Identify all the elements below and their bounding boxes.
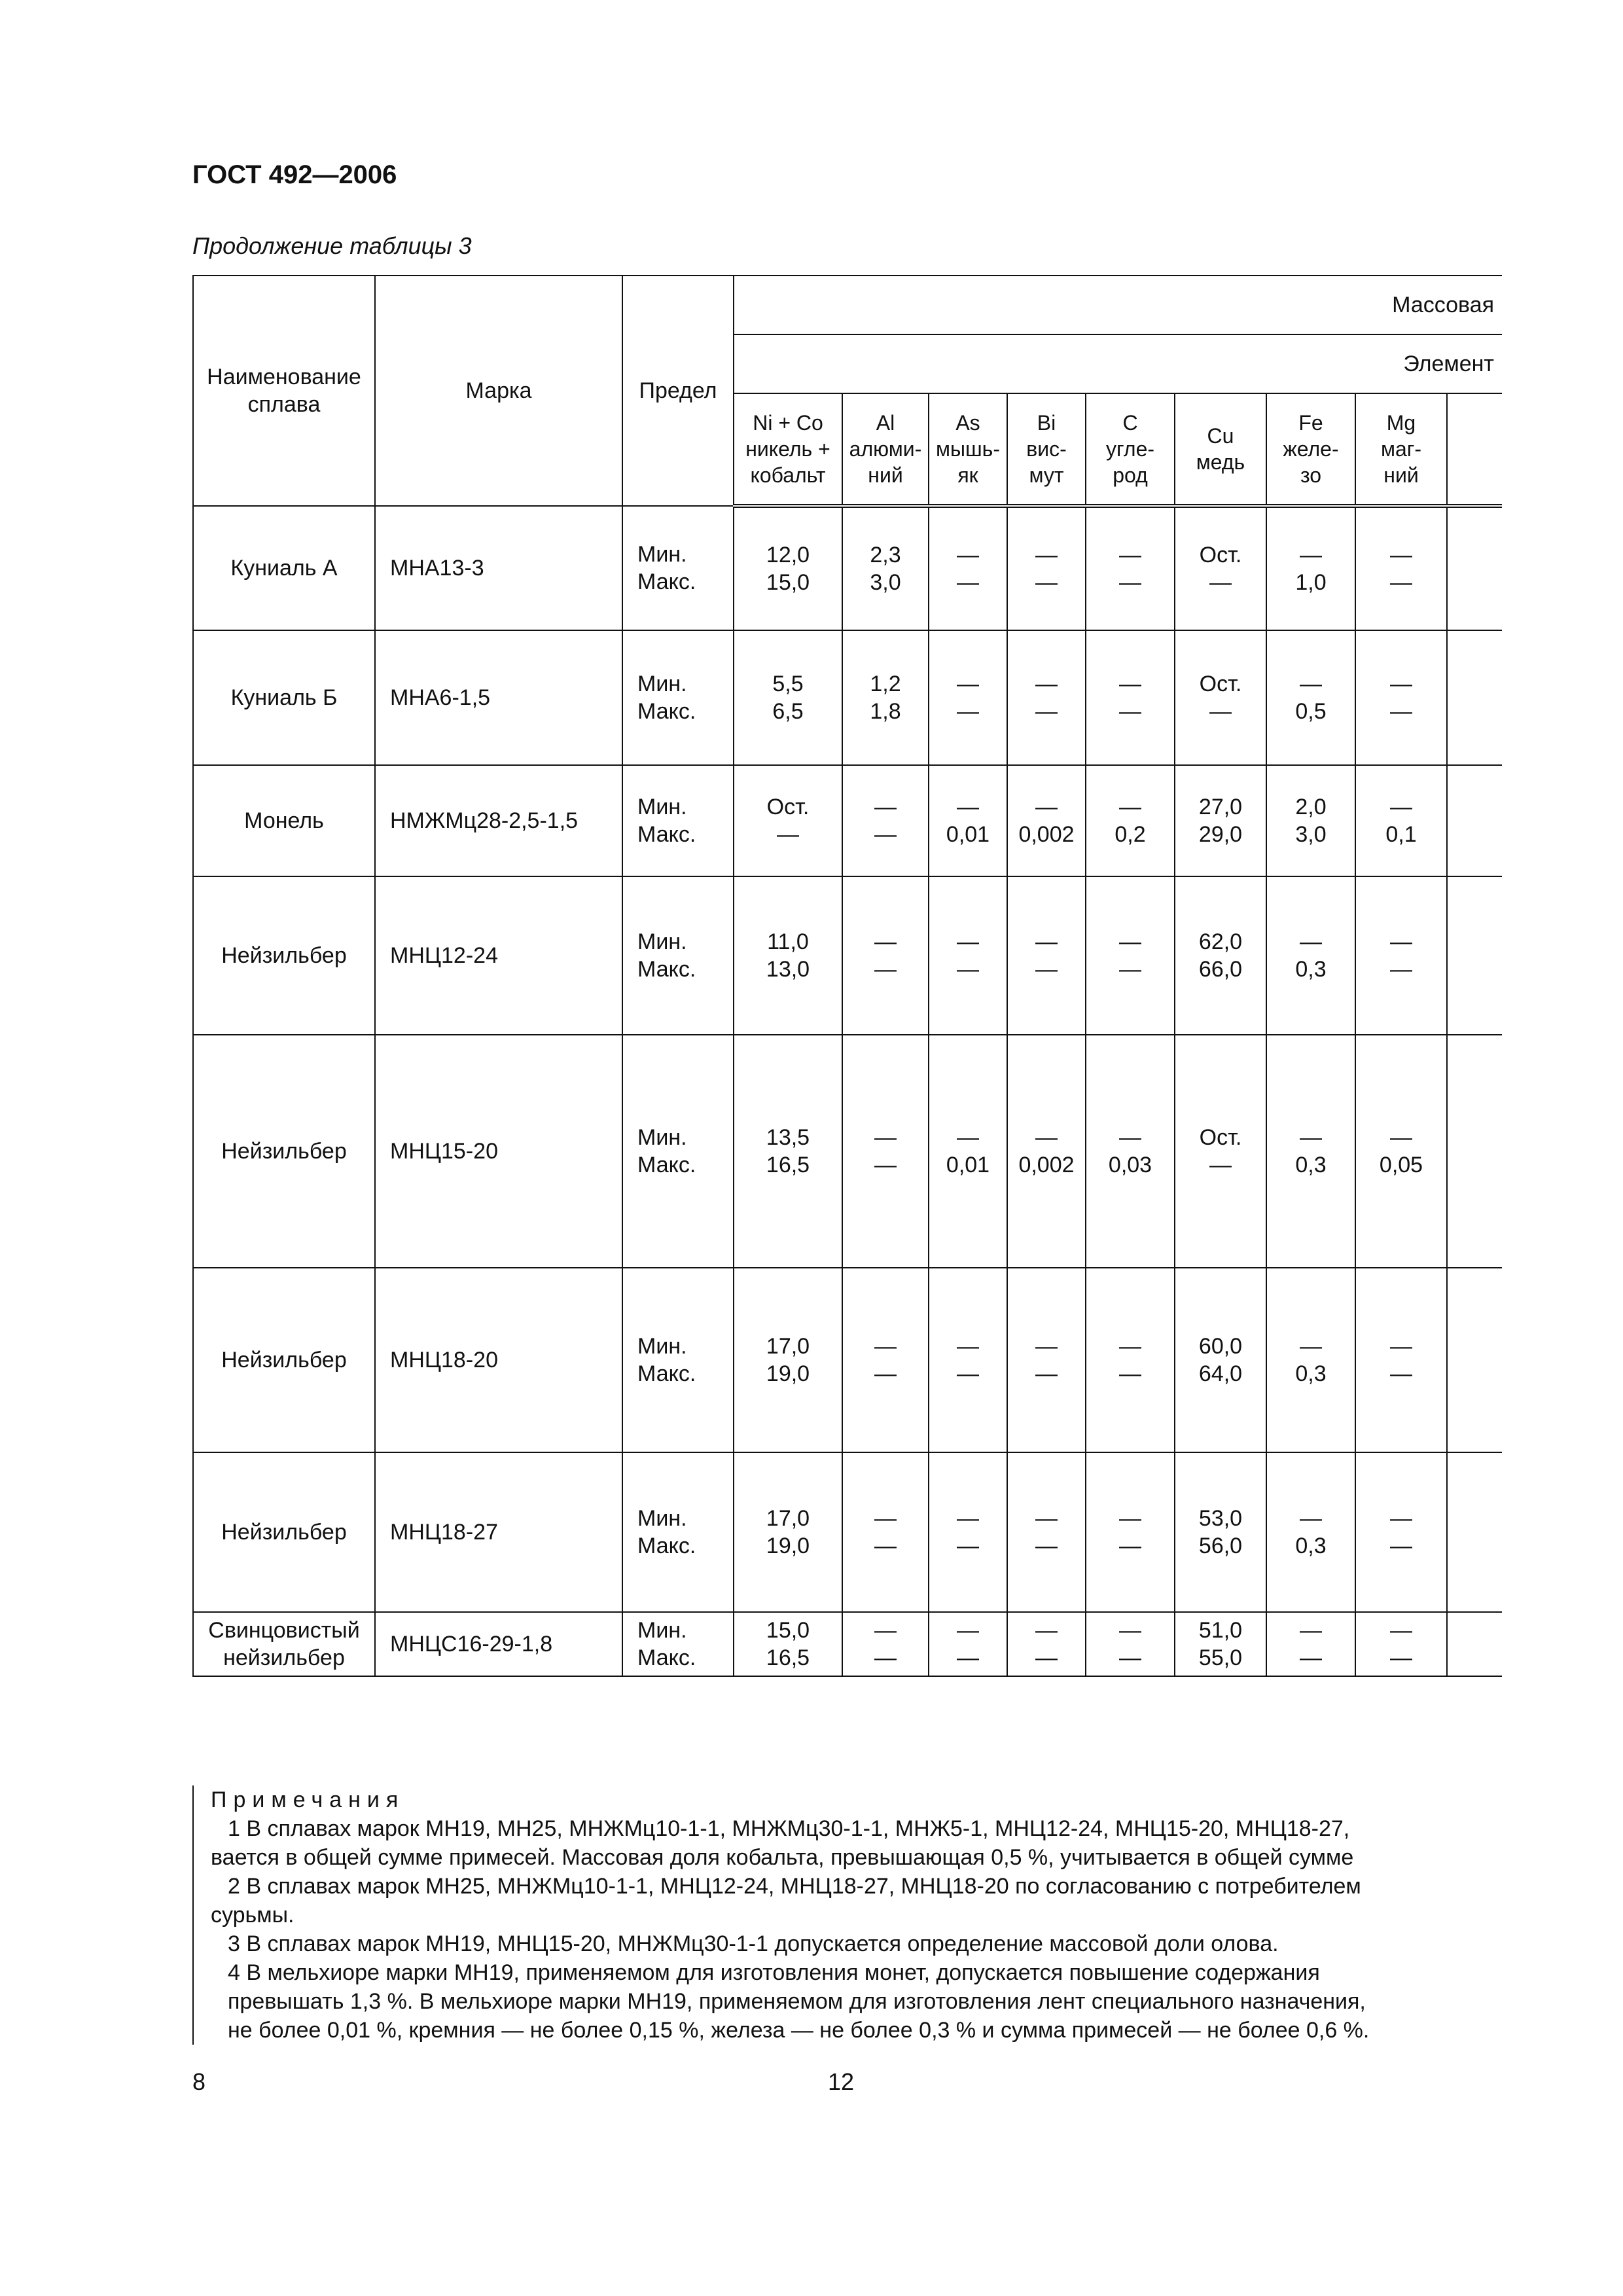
value-min: — [1300,1618,1322,1643]
value-cell [929,876,1007,1035]
value-max: — [1119,699,1141,724]
alloy-name: Монель [193,765,375,876]
value-max: 66,0 [1198,957,1243,982]
header-element-cell [1007,393,1086,506]
continuation-cell [1447,630,1502,765]
value-min: — [1390,1125,1412,1150]
value-max: — [1300,1645,1322,1670]
value-cell [1175,1612,1266,1676]
continuation-cell [1447,765,1502,876]
value-min: Ост. [1199,543,1242,567]
continuation-cell [1447,1268,1502,1452]
table-row [193,876,1502,1035]
value-min: — [1035,1125,1058,1150]
value-min: — [1119,1618,1141,1643]
header-element-text: алюми- [849,437,922,461]
value-min: — [1035,929,1058,954]
value-cell [734,1452,842,1612]
value-min: — [874,1334,897,1359]
value-cell [1355,1268,1447,1452]
value-min: — [1119,1334,1141,1359]
limit-min: Мин. [637,1125,687,1150]
value-min: — [957,1506,979,1531]
header-element-text: Al [876,411,895,435]
value-min: Ост. [1199,1125,1242,1150]
value-cell [1007,1268,1086,1452]
value-min: — [1300,1125,1322,1150]
value-max: 1,8 [870,699,901,724]
value-max: 0,3 [1295,1534,1327,1558]
grade: МНА13-3 [375,506,622,630]
header-element-text: ний [868,463,903,487]
value-min: — [874,929,897,954]
value-max: — [1035,570,1058,595]
note-line: 1 В сплавах марок МН19, МН25, МНЖМц10-1-1, МНЖМц30-1-1, МНЖ5-1, МНЦ12-24, МНЦ15-20, МНЦ18-27, [228,1816,1350,1841]
value-max: 0,3 [1295,1153,1327,1177]
value-max: — [1119,1361,1141,1386]
value-min: 15,0 [766,1618,810,1643]
value-max: — [1209,570,1232,595]
alloy-name: Нейзильбер [193,1035,375,1268]
value-max: 3,0 [1295,822,1327,847]
value-min: — [1035,543,1058,567]
value-cell [1086,765,1175,876]
value-min: — [1300,672,1322,696]
value-max: — [1209,699,1232,724]
value-cell [1175,765,1266,876]
value-cell [1175,876,1266,1035]
limit [622,630,734,765]
value-cell [842,1612,929,1676]
header-element-text: маг- [1380,437,1422,461]
note-line: превышать 1,3 %. В мельхиоре марки МН19, применяемом для изготовления лент специального назначения, [228,1989,1366,2014]
limit-max: Макс. [637,822,696,847]
header-element-text: никель + [745,437,830,461]
limit-min: Мин. [637,929,687,954]
value-cell [842,1268,929,1452]
value-max: 0,1 [1385,822,1417,847]
value-cell [1266,1612,1355,1676]
value-max: — [1390,699,1412,724]
value-cell [1007,1612,1086,1676]
table-row [193,1452,1502,1612]
value-max: — [874,1534,897,1558]
value-min: — [1390,672,1412,696]
value-cell [1266,876,1355,1035]
header-element-text: C [1122,411,1138,435]
value-min: 27,0 [1198,795,1243,819]
limit [622,506,734,630]
value-min: — [1390,795,1412,819]
value-min: 51,0 [1198,1618,1243,1643]
value-cell [1086,1035,1175,1268]
limit-min: Мин. [637,1618,687,1643]
continuation-cell [1447,1612,1502,1676]
value-min: — [1035,1334,1058,1359]
value-cell [1007,630,1086,765]
limit [622,765,734,876]
note-line: вается в общей сумме примесей. Массовая доля кобальта, превышающая 0,5 %, учитывается в общей сумме [211,1845,1354,1870]
header-element-text: Cu [1207,424,1234,448]
value-cell [1355,765,1447,876]
value-min: — [957,543,979,567]
value-min: — [957,1334,979,1359]
alloy-name: Нейзильбер [193,1452,375,1612]
value-max: 0,01 [946,822,990,847]
grade: МНЦ12-24 [375,876,622,1035]
alloy-name: Куниаль А [193,506,375,630]
header-grade: Марка [375,276,622,506]
value-max: 0,002 [1018,822,1075,847]
header-element-cell [734,393,842,506]
value-cell [1175,1452,1266,1612]
alloy-name: Куниаль Б [193,630,375,765]
limit-max: Макс. [637,1153,696,1177]
value-cell [1086,1452,1175,1612]
table-row [193,1268,1502,1452]
value-cell [1355,506,1447,630]
value-min: — [1390,1334,1412,1359]
header-element-text: як [957,463,978,487]
value-cell [1086,630,1175,765]
table-caption: Продолжение таблицы 3 [192,232,472,259]
header-element-cell [1175,393,1266,506]
value-max: — [874,822,897,847]
value-max: — [777,822,799,847]
value-min: — [1035,1618,1058,1643]
value-max: — [1119,957,1141,982]
value-min: — [1300,1334,1322,1359]
document-id: ГОСТ 492—2006 [192,160,397,189]
value-max: 16,5 [766,1645,810,1670]
header-element-text: кобальт [750,463,826,487]
value-cell [1175,1268,1266,1452]
grade: МНЦ18-20 [375,1268,622,1452]
value-min: — [957,795,979,819]
alloy-name: Свинцовистый нейзильбер [193,1612,375,1676]
alloy-name: Нейзильбер [193,1268,375,1452]
header-mass-fraction: Массовая [734,276,1502,334]
continuation-cell [1447,1452,1502,1612]
value-max: — [957,570,979,595]
value-min: — [1390,1506,1412,1531]
value-min: Ост. [766,795,810,819]
note-line: 2 В сплавах марок МН25, МНЖМц10-1-1, МНЦ12-24, МНЦ18-27, МНЦ18-20 по согласованию с потребителем [228,1874,1361,1899]
value-max: — [957,957,979,982]
page-number-left: 8 [192,2068,206,2095]
value-cell [1266,630,1355,765]
header-element-cell [1086,393,1175,506]
header-element-text: род [1113,463,1148,487]
value-min: — [1300,543,1322,567]
table-row [193,1035,1502,1268]
value-cell [1266,506,1355,630]
limit [622,1452,734,1612]
value-min: — [1035,1506,1058,1531]
table-row [193,1612,1502,1676]
value-max: — [1119,1645,1141,1670]
value-min: 5,5 [772,672,804,696]
limit-max: Макс. [637,569,696,594]
value-min: — [1119,929,1141,954]
value-max: — [1035,957,1058,982]
limit-max: Макс. [637,1361,696,1386]
page-number-center: 12 [828,2068,855,2095]
limit-max: Макс. [637,1645,696,1670]
limit-max: Макс. [637,699,696,724]
value-cell [1266,1035,1355,1268]
note-line: 4 В мельхиоре марки МН19, применяемом для изготовления монет, допускается повышение содержания [228,1960,1320,1985]
header-element-text: ний [1383,463,1419,487]
value-min: — [1119,1125,1141,1150]
value-min: — [1035,795,1058,819]
value-min: 13,5 [766,1125,810,1150]
header-element-text: мышь- [936,437,1000,461]
value-max: — [874,957,897,982]
table-row [193,765,1502,876]
value-min: — [957,929,979,954]
header-element-text: As [955,411,980,435]
value-cell [1007,506,1086,630]
notes-heading: Примечания [211,1787,405,1812]
limit-max: Макс. [637,1534,696,1558]
value-max: 13,0 [766,957,810,982]
header-element-text: Bi [1037,411,1056,435]
value-cell [1355,876,1447,1035]
value-max: 19,0 [766,1534,810,1558]
continuation-cell [1447,506,1502,630]
value-cell [1007,1035,1086,1268]
value-max: 0,01 [946,1153,990,1177]
value-max: — [1209,1153,1232,1177]
header-alloy-name: Наименование сплава [193,276,375,506]
value-max: — [1035,699,1058,724]
note-line: не более 0,01 %, кремния — не более 0,15 %, железа — не более 0,3 % и сумма примесей — не более 0,6 %. [228,2018,1370,2043]
header-element-cell [1355,393,1447,506]
value-min: — [1390,929,1412,954]
value-max: — [874,1361,897,1386]
value-cell [929,630,1007,765]
value-min: — [1035,672,1058,696]
composition-table [192,275,1502,1677]
value-cell [1007,876,1086,1035]
value-cell [734,1268,842,1452]
value-min: — [1119,672,1141,696]
value-min: — [1300,929,1322,954]
value-max: 3,0 [870,570,901,595]
value-cell [1355,1612,1447,1676]
value-max: 56,0 [1198,1534,1243,1558]
limit [622,1612,734,1676]
limit-min: Мин. [637,795,687,819]
header-element-text: мут [1029,463,1064,487]
value-min: — [1119,795,1141,819]
limit [622,876,734,1035]
header-element-cell [842,393,929,506]
value-cell [1175,1035,1266,1268]
value-min: 11,0 [767,929,809,954]
value-min: — [1119,543,1141,567]
limit-min: Мин. [637,1334,687,1359]
value-cell [929,765,1007,876]
value-min: 1,2 [870,672,901,696]
value-cell [929,506,1007,630]
value-max: — [1035,1361,1058,1386]
note-line: сурьмы. [211,1903,294,1928]
value-cell [734,1612,842,1676]
header-element: Элемент [734,334,1502,393]
value-max: — [957,1361,979,1386]
value-cell [1355,630,1447,765]
value-cell [842,1035,929,1268]
value-max: 29,0 [1198,822,1243,847]
value-max: 0,05 [1379,1153,1423,1177]
value-cell [1086,1612,1175,1676]
value-min: — [874,1506,897,1531]
value-max: — [1119,1534,1141,1558]
value-min: — [957,1125,979,1150]
value-max: — [874,1645,897,1670]
alloy-name: Нейзильбер [193,876,375,1035]
header-element-text: Mg [1386,411,1416,435]
value-cell [734,506,842,630]
value-max: 0,03 [1108,1153,1152,1177]
value-max: 64,0 [1198,1361,1243,1386]
value-max: — [1035,1534,1058,1558]
value-cell [1007,1452,1086,1612]
value-max: — [1390,1361,1412,1386]
limit-min: Мин. [637,542,687,567]
value-max: 0,3 [1295,1361,1327,1386]
grade: МНЦ18-27 [375,1452,622,1612]
value-max: 1,0 [1295,570,1327,595]
value-min: — [1390,543,1412,567]
value-max: — [957,699,979,724]
grade: НМЖМц28-2,5-1,5 [375,765,622,876]
value-cell [929,1035,1007,1268]
value-cell [1086,876,1175,1035]
table-row [193,630,1502,765]
header-element-cell [929,393,1007,506]
value-min: — [1390,1618,1412,1643]
value-max: 0,5 [1295,699,1327,724]
value-min: 17,0 [766,1506,810,1531]
value-cell [929,1268,1007,1452]
value-max: — [1390,1534,1412,1558]
limit [622,1035,734,1268]
value-cell [842,1452,929,1612]
continuation-cell [1447,876,1502,1035]
value-cell [734,1035,842,1268]
grade: МНЦ15-20 [375,1035,622,1268]
header-element-text: Fe [1298,411,1323,435]
value-cell [1086,1268,1175,1452]
value-min: — [1119,1506,1141,1531]
value-min: 2,0 [1295,795,1327,819]
header-element-text: желе- [1283,437,1339,461]
value-cell [842,506,929,630]
value-max: 0,002 [1018,1153,1075,1177]
limit-min: Мин. [637,672,687,696]
value-cell [1086,506,1175,630]
limit-max: Макс. [637,957,696,982]
notes-section [192,1785,1501,2045]
value-cell [929,1612,1007,1676]
value-cell [842,765,929,876]
value-max: — [1390,957,1412,982]
value-min: 12,0 [766,543,810,567]
value-cell [1266,1268,1355,1452]
value-max: — [957,1534,979,1558]
value-min: — [957,1618,979,1643]
grade: МНЦС16-29-1,8 [375,1612,622,1676]
note-line: 3 В сплавах марок МН19, МНЦ15-20, МНЖМц30-1-1 допускается определение массовой доли олова. [228,1931,1279,1956]
value-max: — [1390,1645,1412,1670]
value-max: — [1035,1645,1058,1670]
value-cell [1266,765,1355,876]
header-element-text: вис- [1026,437,1067,461]
value-cell [1175,506,1266,630]
value-cell [842,876,929,1035]
value-cell [734,876,842,1035]
value-min: — [874,1618,897,1643]
value-cell [734,630,842,765]
value-cell [1175,630,1266,765]
value-min: 62,0 [1198,929,1243,954]
value-max: 0,2 [1115,822,1146,847]
value-min: — [874,1125,897,1150]
value-max: 19,0 [766,1361,810,1386]
value-max: 6,5 [772,699,804,724]
header-element-cell [1266,393,1355,506]
continuation-cell [1447,1035,1502,1268]
value-max: — [1119,570,1141,595]
header-element-text: угле- [1105,437,1155,461]
value-max: — [1390,570,1412,595]
value-cell [1266,1452,1355,1612]
table-row [193,506,1502,630]
value-max: 0,3 [1295,957,1327,982]
header-element-text: зо [1300,463,1322,487]
value-cell [1355,1452,1447,1612]
value-max: 15,0 [766,570,810,595]
value-max: — [874,1153,897,1177]
header-limit: Предел [622,276,734,506]
value-cell [734,765,842,876]
value-min: — [1300,1506,1322,1531]
value-min: 17,0 [766,1334,810,1359]
value-cell [1007,765,1086,876]
value-min: 53,0 [1198,1506,1243,1531]
value-min: — [957,672,979,696]
value-cell [929,1452,1007,1612]
value-cell [842,630,929,765]
value-min: Ост. [1199,672,1242,696]
limit [622,1268,734,1452]
value-min: 2,3 [870,543,901,567]
grade: МНА6-1,5 [375,630,622,765]
value-max: — [957,1645,979,1670]
header-element-text: Ni + Co [753,411,823,435]
value-min: 60,0 [1198,1334,1243,1359]
limit-min: Мин. [637,1506,687,1531]
value-min: — [874,795,897,819]
header-element-text: медь [1196,450,1245,474]
value-max: 16,5 [766,1153,810,1177]
value-cell [1355,1035,1447,1268]
value-max: 55,0 [1198,1645,1243,1670]
